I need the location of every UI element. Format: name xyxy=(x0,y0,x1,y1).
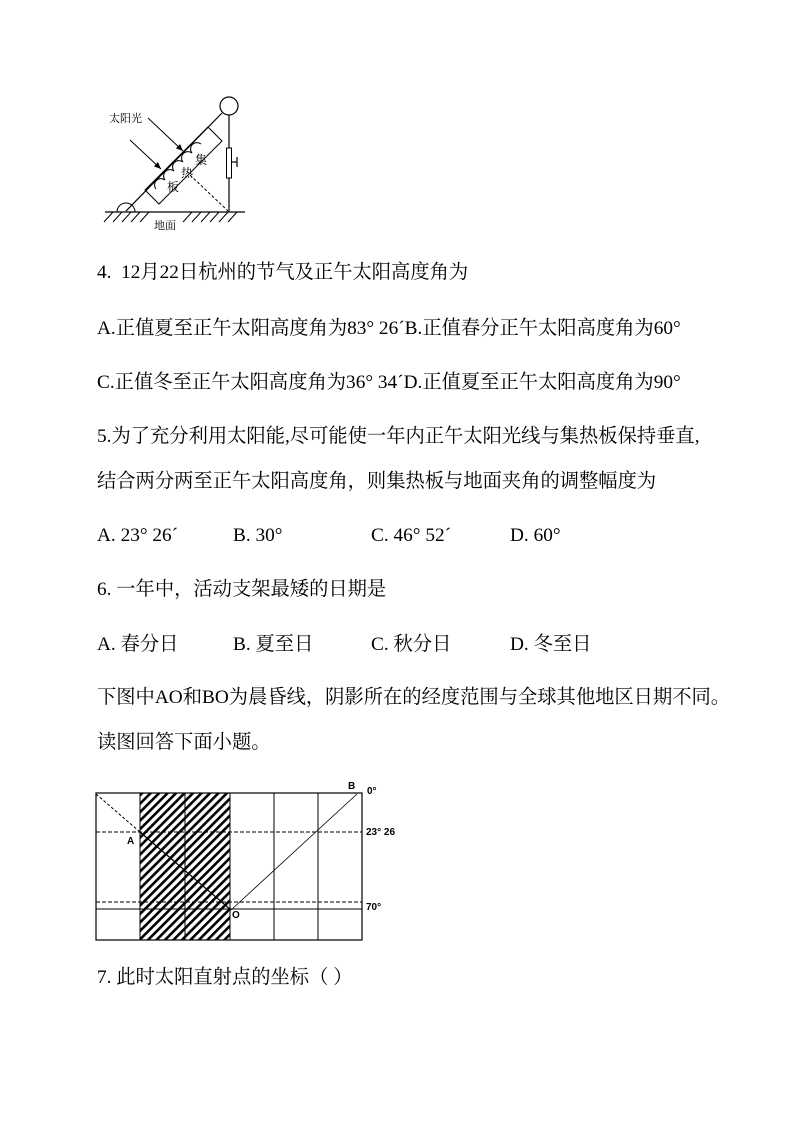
sun-ray-arrow xyxy=(130,140,161,169)
q5-stem-line-2: 结合两分两至正午太阳高度角，则集热板与地面夹角的调整幅度为 xyxy=(97,471,657,492)
intro-line-1: 下图中AO和BO为晨昏线，阴影所在的经度范围与全球其他地区日期不同。 xyxy=(97,687,731,708)
q7-stem: 7. 此时太阳直射点的坐标（ ） xyxy=(97,967,353,988)
q5-option-b: B. 30° xyxy=(233,525,283,546)
sun-ray-arrow xyxy=(148,118,183,151)
pulley xyxy=(220,97,238,115)
clamp-knob xyxy=(232,157,238,167)
q4-stem: 4. 12月22日杭州的节气及正午太阳高度角为 xyxy=(97,262,469,283)
pole-clamp xyxy=(227,148,232,178)
q5-option-d: D. 60° xyxy=(510,525,561,546)
q5-stem-line-1: 5.为了充分利用太阳能,尽可能使一年内正午太阳光线与集热板保持垂直, xyxy=(97,426,700,447)
panel-label-3: 板 xyxy=(167,180,180,194)
point-o-label: O xyxy=(232,910,240,921)
q6-option-c: C. 秋分日 xyxy=(371,634,452,655)
q4-options-cd xyxy=(97,371,681,395)
lat-70-label: 70° xyxy=(366,902,382,913)
q4-options-ab xyxy=(97,317,681,341)
terminator-bo xyxy=(231,794,357,910)
point-a-label: A xyxy=(127,836,135,847)
q6-stem: 6. 一年中，活动支架最矮的日期是 xyxy=(97,579,387,600)
q5-option-c: C. 46° 52´ xyxy=(371,525,452,546)
intro-line-2: 读图回答下面小题。 xyxy=(97,732,271,753)
q6-option-b: B. 夏至日 xyxy=(233,634,314,655)
sunlight-label: 太阳光 xyxy=(109,113,142,125)
q4-option-d: D.正值夏至正午太阳高度角为90° xyxy=(403,372,681,393)
point-b-label: B xyxy=(348,781,356,792)
lat-23-26-label: 23° 26 xyxy=(366,827,396,838)
solar-collector-diagram xyxy=(95,90,255,235)
q5-option-a: A. 23° 26´ xyxy=(97,525,179,546)
q6-option-a: A. 春分日 xyxy=(97,634,179,655)
panel-label-2: 热 xyxy=(181,166,194,180)
q4-option-a: A.正值夏至正午太阳高度角为83° 26´ xyxy=(97,318,405,339)
terminator-ao-dashed xyxy=(96,794,140,832)
panel-label-1: 集 xyxy=(195,153,208,167)
ground-label: 地面 xyxy=(154,220,176,232)
projection-dashed-line xyxy=(190,175,228,211)
terminator-diagram xyxy=(90,778,400,948)
lat-0-label: 0° xyxy=(367,786,377,797)
q4-option-c: C.正值冬至正午太阳高度角为36° 34´ xyxy=(97,372,404,393)
q4-option-b: B.正值春分正午太阳高度角为60° xyxy=(404,318,681,339)
q6-option-d: D. 冬至日 xyxy=(510,634,592,655)
